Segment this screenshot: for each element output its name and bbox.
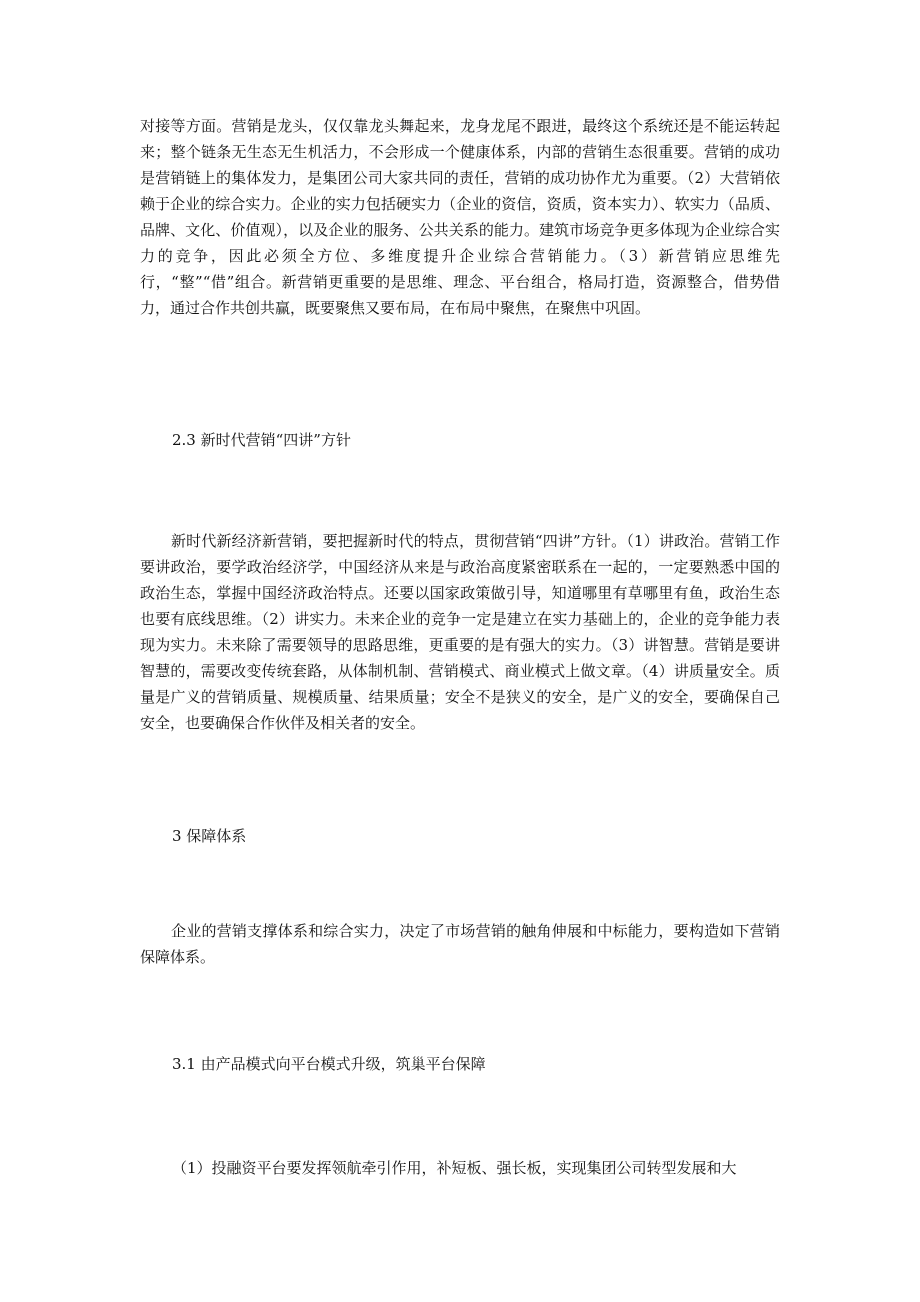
paragraph-marketing-ecosystem: 对接等方面。营销是龙头，仅仅靠龙头舞起来，龙身龙尾不跟进，最终这个系统还是不能运转起来；整个链条无生态无生机活力，不会形成一个健康体系，内部的营销生态很重要。营销的成功是营销链上的集体发力，是集团公司大家共同的责任，营销的成功协作尤为重要。（2）大营销依赖于企业的综合实力。企业的实力包括硬实力（企业的资信，资质，资本实力）、软实力（品质、品牌、文化、价值观），以及企业的服务、公共关系的能力。建筑市场竞争更多体现为企业综合实力的竞争，因此必须全方位、多维度提升企业综合营销能力。（3）新营销应思维先行，“整”“借”组合。新营销更重要的是思维、理念、平台组合，格局打造，资源整合，借势借力，通过合作共创共赢，既要聚焦又要布局，在布局中聚焦，在聚焦中巩固。 (140, 117, 780, 317)
section-heading-3: 3 保障体系 (172, 827, 247, 845)
paragraph-four-principles: 新时代新经济新营销，要把握新时代的特点，贯彻营销“四讲”方针。（1）讲政治。营销工作要讲政治，要学政治经济学，中国经济从来是与政治高度紧密联系在一起的，一定要熟悉中国的政治生态，掌握中国经济政治特点。还要以国家政策做引导，知道哪里有草哪里有鱼，政治生态也要有底线思维。（2）讲实力。未来企业的竞争一定是建立在实力基础上的，企业的竞争能力表现为实力。未来除了需要领导的思路思维，更重要的是有强大的实力。（3）讲智慧。营销是要讲智慧的，需要改变传统套路，从体制机制、营销模式、商业模式上做文章。（4）讲质量安全。质量是广义的营销质量、规模质量、结果质量；安全不是狭义的安全，是广义的安全，要确保自己安全，也要确保合作伙伴及相关者的安全。 (140, 532, 780, 732)
section-heading-2-3: 2.3 新时代营销“四讲”方针 (172, 431, 351, 449)
section-heading-3-1: 3.1 由产品模式向平台模式升级，筑巢平台保障 (172, 1055, 486, 1073)
paragraph-investment-platform: （1）投融资平台要发挥领航牵引作用，补短板、强长板，实现集团公司转型发展和大 (172, 1159, 737, 1177)
paragraph-support-system: 企业的营销支撑体系和综合实力，决定了市场营销的触角伸展和中标能力，要构造如下营销保障体系。 (140, 922, 780, 966)
